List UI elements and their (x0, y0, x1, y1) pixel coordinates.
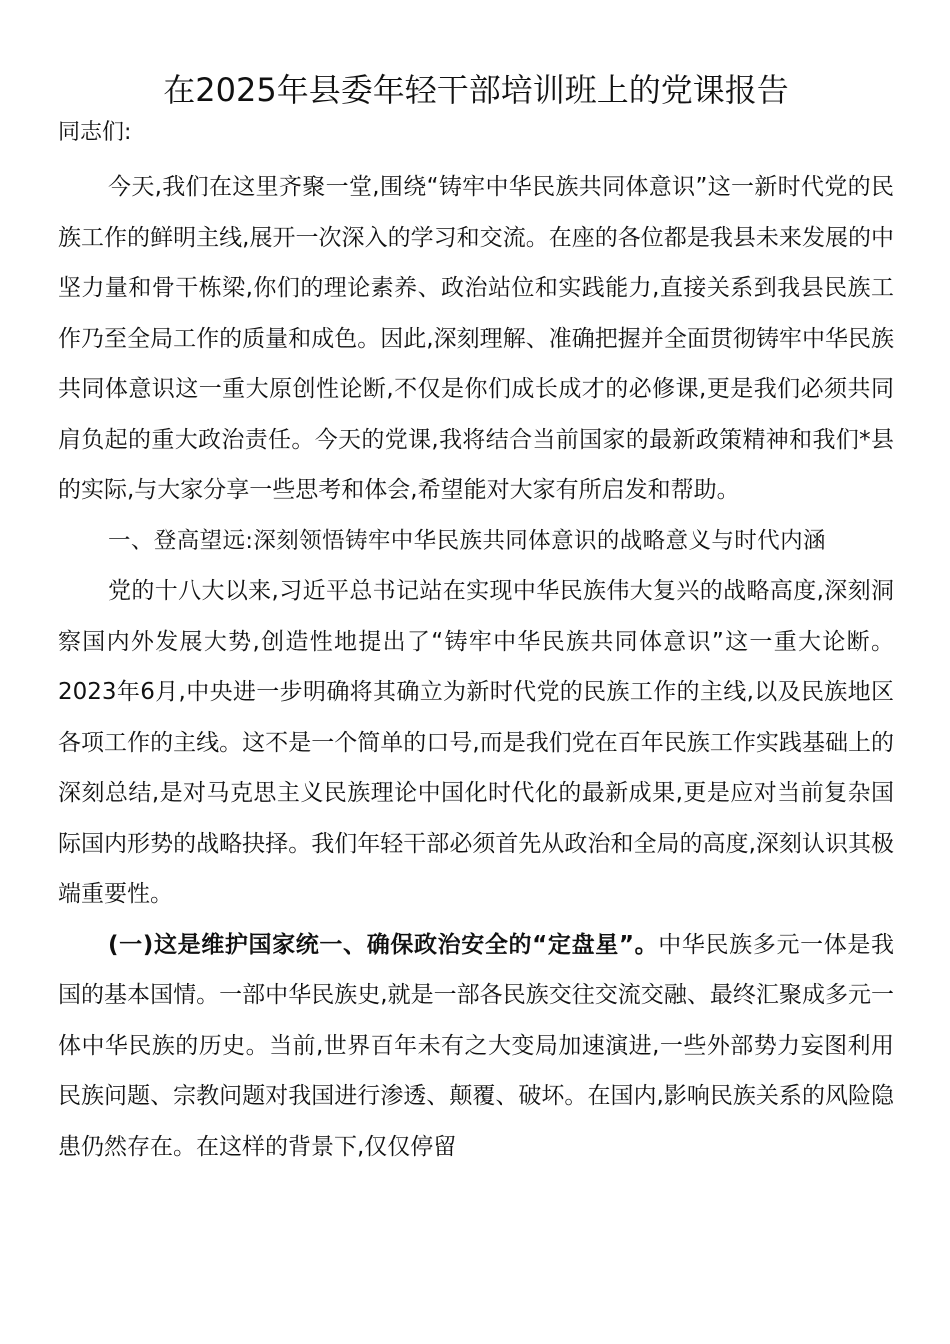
document-page (58, 66, 894, 1172)
section-1-paragraph: 党的十八大以来,习近平总书记站在实现中华民族伟大复兴的战略高度,深刻洞察国内外发展大势,创造性地提出了“铸牢中华民族共同体意识”这一重大论断。2023年6月,中央进一步明确将其确立为新时代党的民族工作的主线,以及民族地区各项工作的主线。这不是一个简单的口号,而是我们党在百年民族工作实践基础上的深刻总结,是对马克思主义民族理论中国化时代化的最新成果,更是应对当前复杂国际国内形势的战略抉择。我们年轻干部必须首先从政治和全局的高度,深刻认识其极端重要性。 (58, 578, 894, 907)
point-1-body: 中华民族多元一体是我国的基本国情。一部中华民族史,就是一部各民族交往交流交融、最终汇聚成多元一体中华民族的历史。当前,世界百年未有之大变局加速演进,一些外部势力妄图利用民族问题、宗教问题对我国进行渗透、颠覆、破坏。在国内,影响民族关系的风险隐患仍然存在。在这样的背景下,仅仅停留 (58, 931, 895, 1160)
page-title: 在2025年县委年轻干部培训班上的党课报告 (163, 71, 789, 109)
intro-paragraph: 今天,我们在这里齐聚一堂,围绕“铸牢中华民族共同体意识”这一新时代党的民族工作的鲜明主线,展开一次深入的学习和交流。在座的各位都是我县未来发展的中坚力量和骨干栋梁,你们的理论素养、政治站位和实践能力,直接关系到我县民族工作乃至全局工作的质量和成色。因此,深刻理解、准确把握并全面贯彻铸牢中华民族共同体意识这一重大原创性论断,不仅是你们成长成才的必修课,更是我们必须共同肩负起的重大政治责任。今天的党课,我将结合当前国家的最新政策精神和我们*县的实际,与大家分享一些思考和体会,希望能对大家有所启发和帮助。 (58, 174, 894, 503)
salutation: 同志们: (58, 120, 132, 145)
section-heading-1: 一、登高望远:深刻领悟铸牢中华民族共同体意识的战略意义与时代内涵 (108, 527, 826, 554)
point-1-paragraph (58, 920, 894, 1173)
point-1-lead: (一)这是维护国家统一、确保政治安全的“定盘星”。 (108, 931, 659, 958)
